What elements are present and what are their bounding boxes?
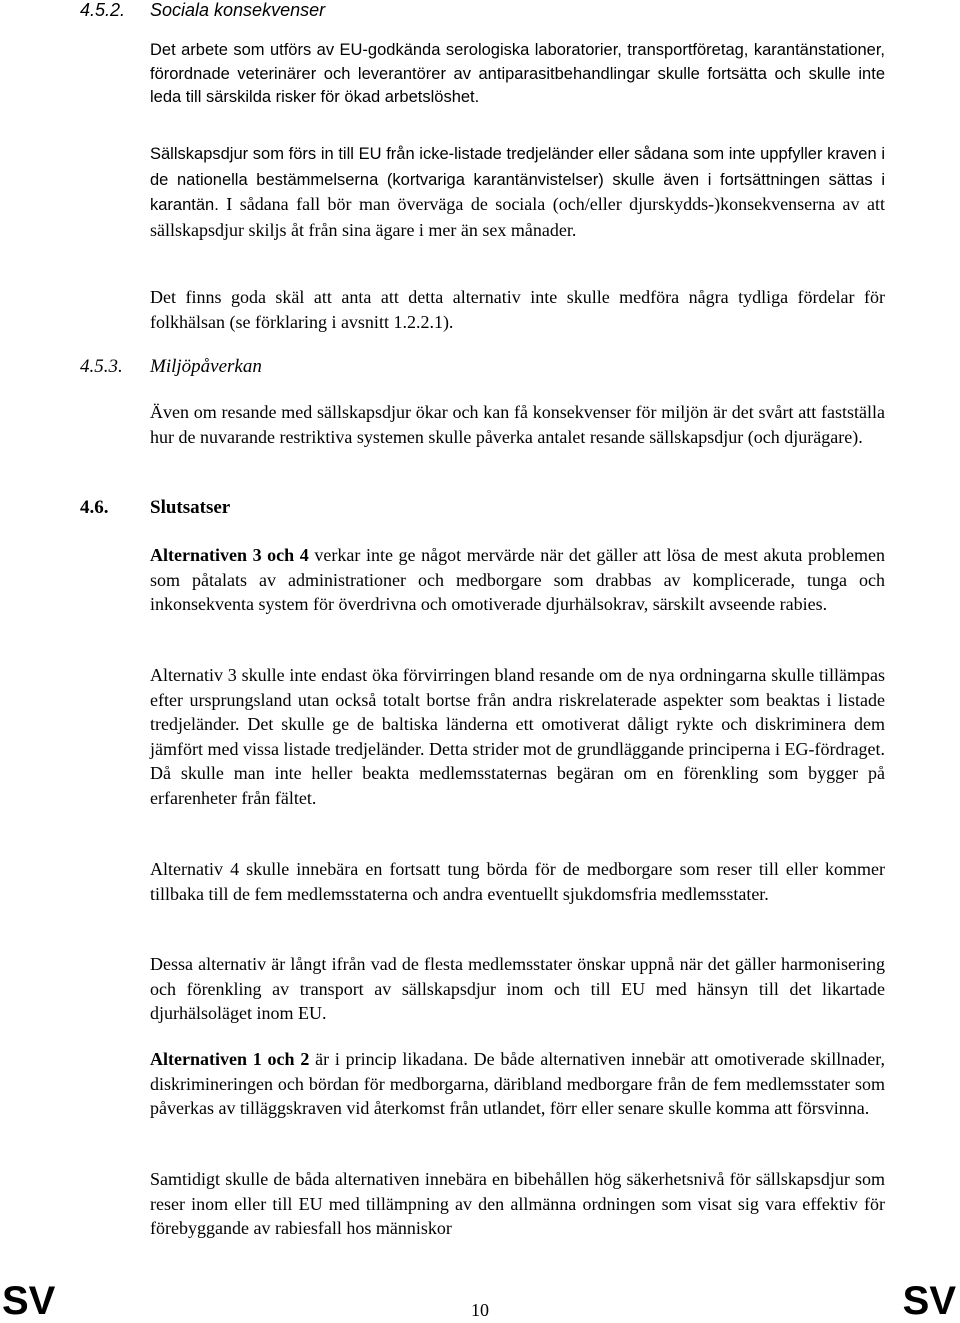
paragraph-conclusion-1-text: verkar inte ge något mervärde när det gäller att lösa de mest akuta problemen som påtalats av administrationer och medborgare som drabbas av komplicerade, tunga och inkonsekventa system för överdrivna och omotiverade djurhälsokrav, särskilt avseende rabies. bbox=[150, 545, 885, 615]
heading-number: 4.6. bbox=[80, 497, 109, 518]
heading-title: Sociala konsekvenser bbox=[150, 0, 326, 20]
paragraph-environment: Även om resande med sällskapsdjur ökar och kan få konsekvenser för miljön är det svårt att fastställa hur de nuvarande restriktiva systemen skulle påverka antalet resande sällskapsdjur (och djurägare). bbox=[150, 402, 885, 447]
paragraph-conclusion-5-text: är i princip likadana. De både alternativen innebär att omotiverade skillnader, diskrimineringen och bördan för medborgarna, däribland medborgare från de fem medlemsstater som påverkas av tilläggskraven vid återkomst från utlandet, förr eller senare skulle komma att försvinna. bbox=[150, 1049, 885, 1119]
page-number: 10 bbox=[471, 1300, 489, 1320]
paragraph-social-2-sans: Sällskapsdjur som förs in till EU från icke-listade tredjeländer eller sådana som inte uppfyller kraven i de nationella bestämmelserna (kortvariga karantänvistelser) skulle även i fortsättningen sättas i karantän. bbox=[150, 145, 885, 215]
heading-number: 4.5.3. bbox=[80, 356, 123, 377]
paragraph-conclusion-2: Alternativ 3 skulle inte endast öka förvirringen bland resande om de nya ordningarna skulle tillämpas efter ursprungsland utan också totalt bortse från andra riskrelaterade aspekter som beaktas i listade tredjeländer. Det skulle ge de baltiska länderna ett omotiverat dåligt rykte och diskriminera dem jämfört med vissa listade tredjeländer. Detta strider mot de grundläggande principerna i EG-fördraget. Då skulle man inte heller beakta medlemsstaternas begäran om en förenkling som bygger på erfarenheter från fältet. bbox=[150, 665, 885, 808]
heading-4-5-3 bbox=[80, 356, 480, 378]
language-code-left: SV bbox=[2, 1279, 56, 1323]
heading-title: Slutsatser bbox=[150, 497, 231, 518]
paragraph-conclusion-3: Alternativ 4 skulle innebära en fortsatt tung börda för de medborgare som reser till eller kommer tillbaka till de fem medlemsstaterna och andra eventuellt sjukdomsfria medlemsstater. bbox=[150, 859, 885, 904]
paragraph-social-1: Det arbete som utförs av EU-godkända serologiska laboratorier, transportföretag, karantänstationer, förordnade veterinärer och leverantörer av antiparasitbehandlingar skulle fortsätta och skulle inte leda till särskilda risker för ökad arbetslöshet. bbox=[150, 41, 885, 106]
heading-number: 4.5.2. bbox=[80, 0, 126, 20]
heading-4-5-2 bbox=[80, 0, 480, 21]
paragraph-conclusion-6: Samtidigt skulle de båda alternativen innebära en bibehållen hög säkerhetsnivå för sällskapsdjur som reser inom eller till EU med tillämpning av den allmänna ordningen som visat sig vara effektiv för förebyggande av rabiesfall hos människor bbox=[150, 1169, 885, 1239]
paragraph-social-2-serif: I sådana fall bör man överväga de sociala (och/eller djurskydds-)konsekvenserna av att sällskapsdjur skiljs åt från sina ägare i mer än sex månader. bbox=[150, 194, 885, 240]
paragraph-social-3: Det finns goda skäl att anta att detta alternativ inte skulle medföra några tydliga fördelar för folkhälsan (se förklaring i avsnitt 1.2.2.1). bbox=[150, 287, 885, 332]
paragraph-conclusion-1 bbox=[150, 543, 885, 617]
paragraph-conclusion-4: Dessa alternativ är långt ifrån vad de flesta medlemsstater önskar uppnå när det gäller harmonisering och förenkling av transport av sällskapsdjur inom och till EU med hänsyn till det likartade djurhälsoläget inom EU. bbox=[150, 954, 885, 1024]
paragraph-conclusion-5 bbox=[150, 1047, 885, 1121]
language-code-right: SV bbox=[902, 1279, 956, 1323]
paragraph-conclusion-1-bold: Alternativen 3 och 4 bbox=[150, 545, 309, 565]
heading-title: Miljöpåverkan bbox=[150, 356, 262, 377]
paragraph-social-2 bbox=[150, 141, 885, 242]
heading-4-6 bbox=[80, 497, 480, 519]
paragraph-conclusion-5-bold: Alternativen 1 och 2 bbox=[150, 1049, 310, 1069]
